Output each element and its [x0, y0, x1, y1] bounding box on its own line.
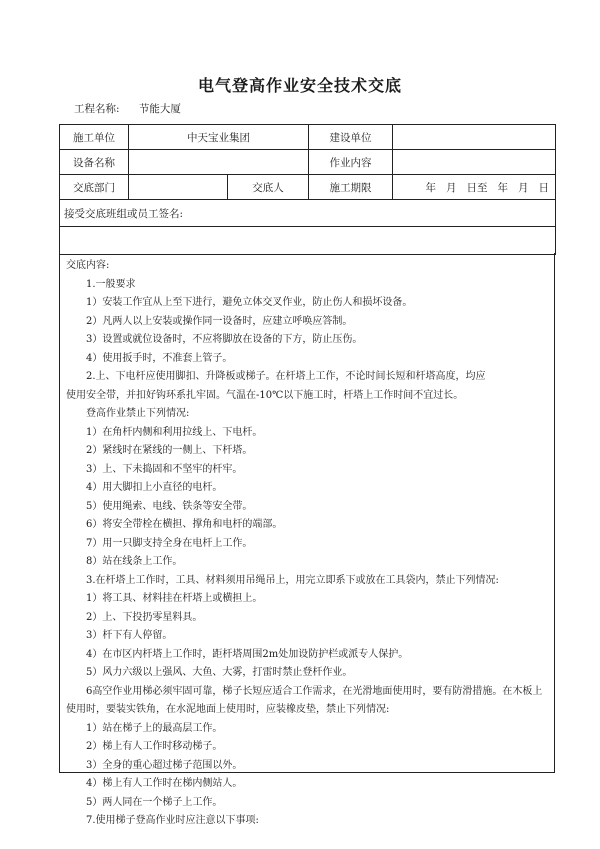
content-line: 1）将工具、材料挂在杆塔上或横担上。 [86, 593, 263, 604]
period-label: 施工期限 [309, 175, 393, 200]
content-line: 2）紧线时在紧线的一侧上、下杆塔。 [86, 445, 253, 456]
sign-area[interactable] [60, 227, 556, 255]
table-row [60, 175, 556, 200]
content-line: 5）风力六级以上强风、大鱼、大雾，打雷时禁止登杆作业。 [86, 667, 353, 678]
content-line: 2.上、下电杆应使用脚扣、升降板或梯子。在杆塔上工作，不论时间长短和杆塔高度，均应 [86, 371, 486, 382]
content-line: 登高作业禁止下列情况: [86, 408, 190, 419]
content-line: 4）梯上有人工作时在梯内侧站人。 [86, 778, 243, 789]
content-line: 4）使用扳手时，不准套上管子。 [86, 352, 233, 364]
content-line: 6高空作业用梯必须牢固可靠，梯子长短应适合工作需求，在光滑地面使用时，要有防滑措施。在木板上 [86, 685, 543, 697]
builder-unit-label: 建设单位 [309, 125, 393, 150]
sign-label: 接受交底班组或员工签名: [60, 200, 556, 227]
content-line: 4）用大脚扣上小直径的电杆。 [86, 482, 223, 493]
content-line: 4）在市区内杆塔上工作时，距杆塔周围2m处加设防护栏或派专人保护。 [86, 648, 409, 660]
info-table [59, 124, 556, 255]
period-date-part: 月 [518, 181, 529, 194]
content-line: 3.在杆塔上工作时，工具、材料须用吊绳吊上，用完立即系下或放在工具袋内，禁止下列情况: [86, 574, 499, 586]
content-line: 使用安全带，并扣好钩环系扎牢固。气温在-10℃以下施工时，杆塔上工作时间不宜过长。 [66, 389, 464, 401]
period-dates[interactable] [393, 175, 556, 200]
project-name-label: 工程名称: [74, 103, 120, 115]
table-row [60, 150, 556, 175]
content-line: 3）上、下未捣固和不坚牢的杆牢。 [86, 463, 243, 475]
content-line: 2）凡两人以上安装或操作同一设备时，应建立呼唤应答制。 [86, 315, 353, 327]
department-label: 交底部门 [60, 175, 129, 200]
builder-unit-value[interactable] [393, 125, 556, 150]
content-line: 3）设置或就位设备时，不应将脚放在设备的下方，防止压伤。 [86, 334, 363, 345]
person-label: 交底人 [228, 175, 309, 200]
content-line: 使用时，要装实铁角，在水泥地面上使用时，应装橡皮垫，禁止下列情况: [66, 704, 390, 715]
period-date-part: 日至 [466, 181, 488, 194]
period-date-part: 日 [538, 181, 549, 194]
content-line: 3）全身的重心超过梯子范围以外。 [86, 759, 243, 771]
construction-unit-value: 中天宝业集团 [129, 125, 309, 150]
content-line: 6）将安全带栓在横担、撑角和电杆的端部。 [86, 519, 283, 530]
content-heading: 交底内容: [66, 260, 110, 271]
content-line: 5）使用绳索、电线、铁条等安全带。 [86, 500, 253, 512]
project-name-value: 节能大厦 [138, 103, 181, 115]
content-line: 3）杆下有人停留。 [86, 630, 173, 641]
content-line: 8）站在线条上工作。 [86, 556, 183, 567]
table-row [60, 125, 556, 150]
content-line: 2）梯上有人工作时移动梯子。 [86, 741, 223, 752]
equipment-name-value[interactable] [129, 150, 309, 175]
table-row [60, 200, 556, 227]
department-value[interactable] [129, 175, 228, 200]
table-row [60, 227, 556, 255]
content-lines [66, 276, 546, 831]
content-line: 7.使用梯子登高作业时应注意以下事项: [86, 815, 259, 826]
content-line: 1.一般要求 [86, 278, 136, 290]
content-line: 2）上、下投扔零星料具。 [86, 611, 203, 623]
document-title: 电气登高作业安全技术交底 [197, 76, 402, 95]
content-line: 1）安装工作宜从上至下进行，避免立体交叉作业，防止伤人和损坏设备。 [86, 297, 413, 308]
content-line: 7）用一只脚支持全身在电杆上工作。 [86, 537, 253, 549]
project-name-row [74, 101, 181, 116]
work-content-value[interactable] [393, 150, 556, 175]
period-date-part: 月 [446, 181, 457, 194]
equipment-name-label: 设备名称 [60, 150, 129, 175]
content-line: 5）两人同在一个梯子上工作。 [86, 796, 223, 808]
construction-unit-label: 施工单位 [60, 125, 129, 150]
work-content-label: 作业内容 [309, 150, 393, 175]
disclosure-content [59, 253, 555, 826]
content-line: 1）站在梯子上的最高层工作。 [86, 722, 223, 734]
period-date-part: 年 [497, 181, 508, 194]
content-line: 1）在角杆内侧和利用拉线上、下电杆。 [86, 426, 263, 438]
period-date-part: 年 [425, 181, 436, 194]
